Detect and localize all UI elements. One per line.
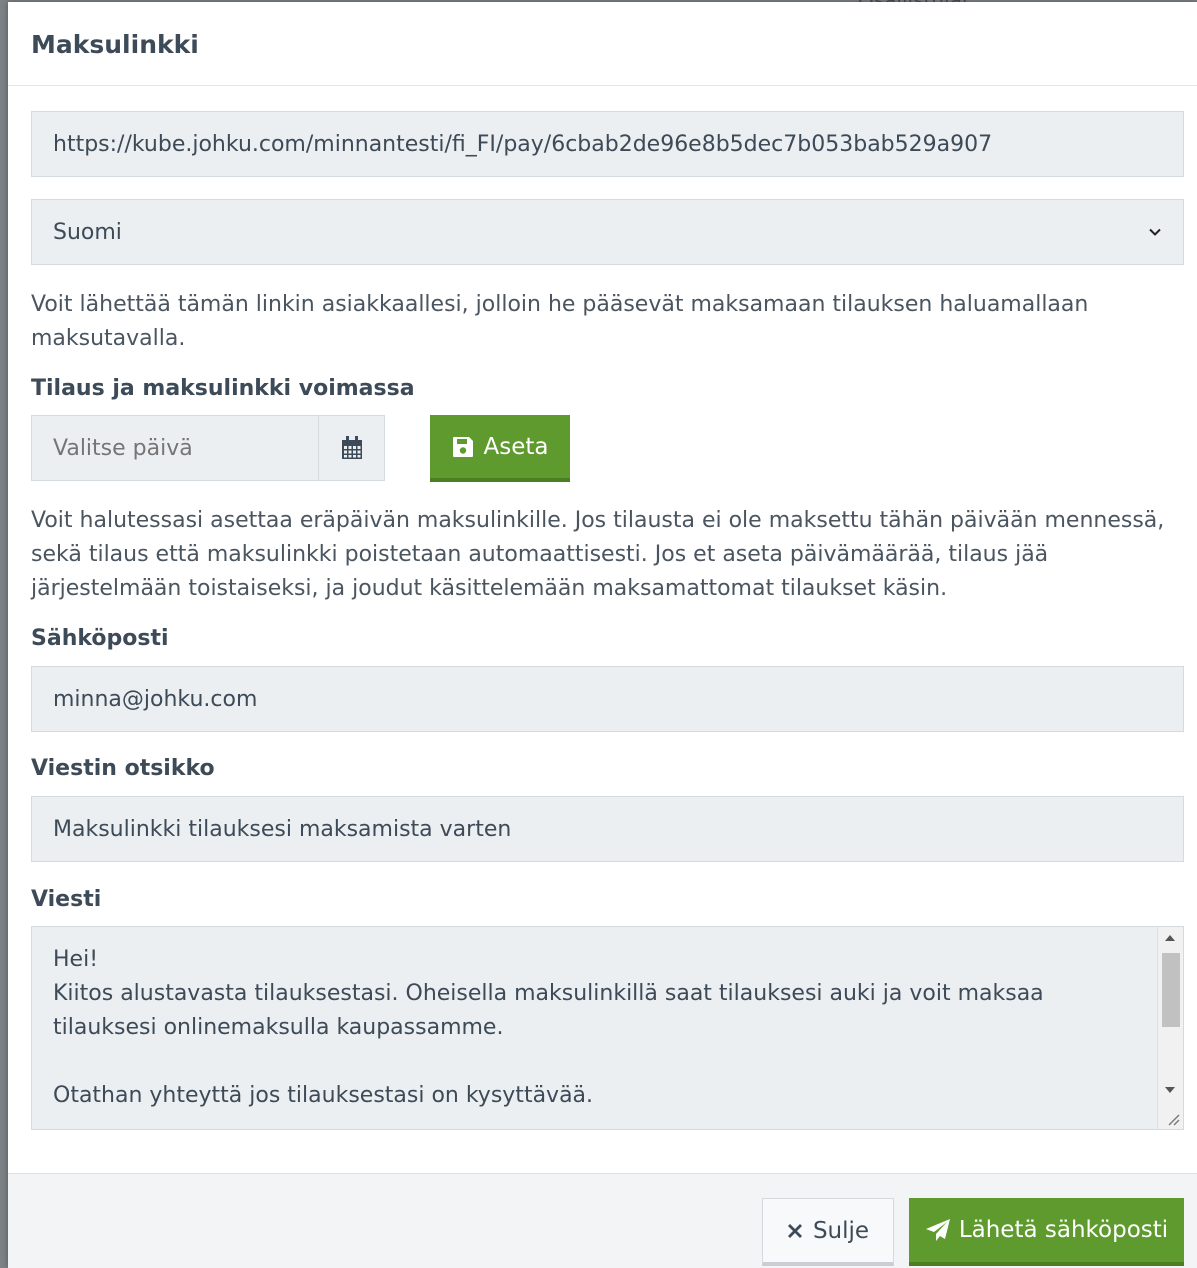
resize-grip-icon[interactable] [1166,1112,1180,1126]
send-email-button-label: Lähetä sähköposti [958,1217,1169,1243]
language-select-value: Suomi [53,219,122,245]
message-textarea[interactable] [31,926,1184,1130]
set-date-button-label: Aseta [483,433,549,460]
link-help-text: Voit lähettää tämän linkin asiakkaallesi, jolloin he pääsevät maksamaan tilauksen haluamallaan maksutavalla. [31,292,1089,351]
modal-footer [8,1173,1197,1268]
send-email-button[interactable] [909,1198,1184,1266]
due-date-input[interactable] [31,415,318,481]
message-label: Viesti [31,887,102,912]
scroll-up-arrow-icon[interactable] [1165,935,1175,941]
set-date-button[interactable] [430,415,570,482]
email-label: Sähköposti [31,626,169,651]
chevron-down-icon [1148,225,1162,239]
calendar-button[interactable] [318,415,385,481]
scroll-thumb[interactable] [1162,953,1180,1027]
message-scrollbar[interactable] [1157,927,1183,1129]
email-field[interactable]: minna@johku.com [31,666,1184,732]
modal-title: Maksulinkki [31,30,199,59]
save-icon [452,436,474,458]
validity-label: Tilaus ja maksulinkki voimassa [31,376,415,401]
subject-label: Viestin otsikko [31,756,215,781]
language-select[interactable] [31,199,1184,265]
due-date-group [31,415,385,481]
close-button-label: Sulje [812,1217,870,1244]
close-icon [787,1223,803,1239]
payment-link-modal [8,2,1197,1268]
message-text: Hei! Kiitos alustavasta tilauksestasi. Oheisella maksulinkillä saat tilauksesi auki ja voit maksaa tilauksesi onlinemaksulla kaupassamme. Otathan yhteyttä jos tilauksestasi on kysyttävää. [53,947,1044,1108]
payment-url-field[interactable]: https://kube.johku.com/minnantesti/fi_FI/pay/6cbab2de96e8b5dec7b053bab529a907 [31,111,1184,177]
modal-header [8,2,1197,86]
calendar-icon [341,436,363,460]
due-date-help-text: Voit halutessasi asettaa eräpäivän maksulinkille. Jos tilausta ei ole maksettu tähän päivään mennessä, sekä tilaus että maksulinkki poistetaan automaattisesti. Jos et aseta päivämäärää, tilaus jää järjestelmään toistaiseksi, ja joudut käsittelemään maksamattomat tilaukset käsin. [31,508,1165,601]
subject-field[interactable]: Maksulinkki tilauksesi maksamista varten [31,796,1184,862]
paper-plane-icon [925,1218,951,1242]
scroll-down-arrow-icon[interactable] [1165,1087,1175,1093]
close-button[interactable] [762,1198,894,1266]
